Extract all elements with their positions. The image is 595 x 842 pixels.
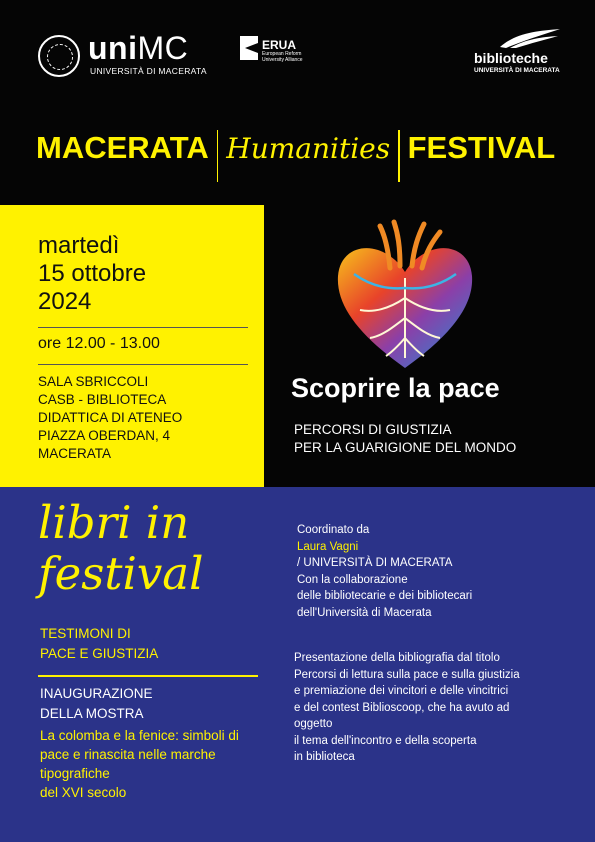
presentation-line: Presentazione della bibliografia dal titolo [294, 652, 500, 664]
event-year: 2024 [38, 288, 92, 315]
book-swoosh-icon [498, 27, 562, 49]
erua-logo-icon [240, 36, 258, 60]
festival-title-macerata: MACERATA [36, 130, 209, 166]
venue-line: MACERATA [38, 446, 112, 461]
unimc-logo-bold: uni [88, 30, 138, 66]
theme-subtitle-line: PERCORSI DI GIUSTIZIA [294, 422, 452, 437]
exhibition-heading-line: DELLA MOSTRA [40, 706, 144, 721]
venue-line: CASB - BIBLIOTECA [38, 392, 167, 407]
exhibition-title-line: tipografiche [40, 766, 110, 781]
festival-title-humanities: Humanities [226, 132, 391, 166]
libri-line: libri in [38, 496, 190, 549]
coordination-credits [297, 522, 472, 621]
unimc-subtitle: UNIVERSITÀ DI MACERATA [90, 66, 207, 76]
divider [38, 364, 248, 365]
title-divider [217, 130, 219, 182]
university-seal-icon [38, 35, 80, 77]
coordination-label: Coordinato da [297, 524, 370, 536]
event-day: martedì [38, 232, 120, 259]
presentation-line: il tema dell'incontro e della scoperta [294, 734, 477, 747]
exhibition-title [40, 726, 290, 802]
erua-subtitle: European Reform University Alliance [262, 51, 303, 63]
credits-line: dell'Università di Macerata [297, 606, 432, 619]
theme-subtitle-line: PER LA GUARIGIONE DEL MONDO [294, 440, 517, 455]
presentation-line: e premiazione dei vincitori e delle vincitrici [294, 685, 509, 697]
venue-line: DIDATTICA DI ATENEO [38, 410, 183, 425]
exhibition-title-line: La colomba e la fenice: simboli di [40, 728, 239, 743]
venue-line: PIAZZA OBERDAN, 4 [38, 428, 171, 443]
coordinator-name: Laura Vagni [297, 540, 359, 553]
festival-title-festival: FESTIVAL [407, 130, 556, 166]
exhibition-heading [40, 684, 153, 724]
presentation-line: in biblioteca [294, 751, 355, 763]
testimoni-line: PACE E GIUSTIZIA [40, 646, 159, 661]
title-divider [398, 130, 400, 182]
exhibition-title-line: del XVI secolo [40, 785, 127, 800]
biblioteche-subtitle: UNIVERSITÀ DI MACERATA [474, 67, 560, 74]
presentation-line: e del contest Biblioscoop, che ha avuto ad [294, 701, 510, 714]
credits-line: delle bibliotecarie e dei bibliotecari [297, 590, 473, 602]
divider [38, 327, 248, 328]
credits-line: Con la collaborazione [297, 573, 408, 586]
presentation-line: Percorsi di lettura sulla pace e sulla giustizia [294, 668, 520, 681]
festival-title [36, 124, 555, 176]
erua-name: ERUA [262, 38, 297, 52]
event-time: ore 12.00 - 13.00 [38, 335, 160, 352]
exhibition-title-line: pace e rinascita nelle marche [40, 747, 216, 762]
yellow-divider [38, 675, 258, 677]
unimc-logo-light: MC [137, 30, 189, 66]
exhibition-heading-line: INAUGURAZIONE [40, 686, 153, 701]
theme-subtitle [294, 421, 516, 457]
venue-line: SALA SBRICCOLI [38, 374, 149, 389]
theme-title: Scoprire la pace [291, 373, 500, 403]
event-venue [38, 373, 182, 463]
testimoni-line: TESTIMONI DI [40, 626, 131, 641]
libri-in-festival-title [38, 497, 204, 599]
libri-line: festival [38, 547, 204, 600]
credits-line: / UNIVERSITÀ DI MACERATA [297, 557, 453, 569]
event-day-month: 15 ottobre [38, 260, 147, 287]
presentation-description [294, 650, 520, 766]
unimc-logo [88, 32, 188, 64]
testimoni-subtitle [40, 624, 158, 664]
biblioteche-name: biblioteche [474, 50, 548, 66]
event-date [38, 232, 146, 316]
presentation-line: oggetto [294, 718, 333, 730]
colorful-heart-illustration [330, 218, 480, 378]
